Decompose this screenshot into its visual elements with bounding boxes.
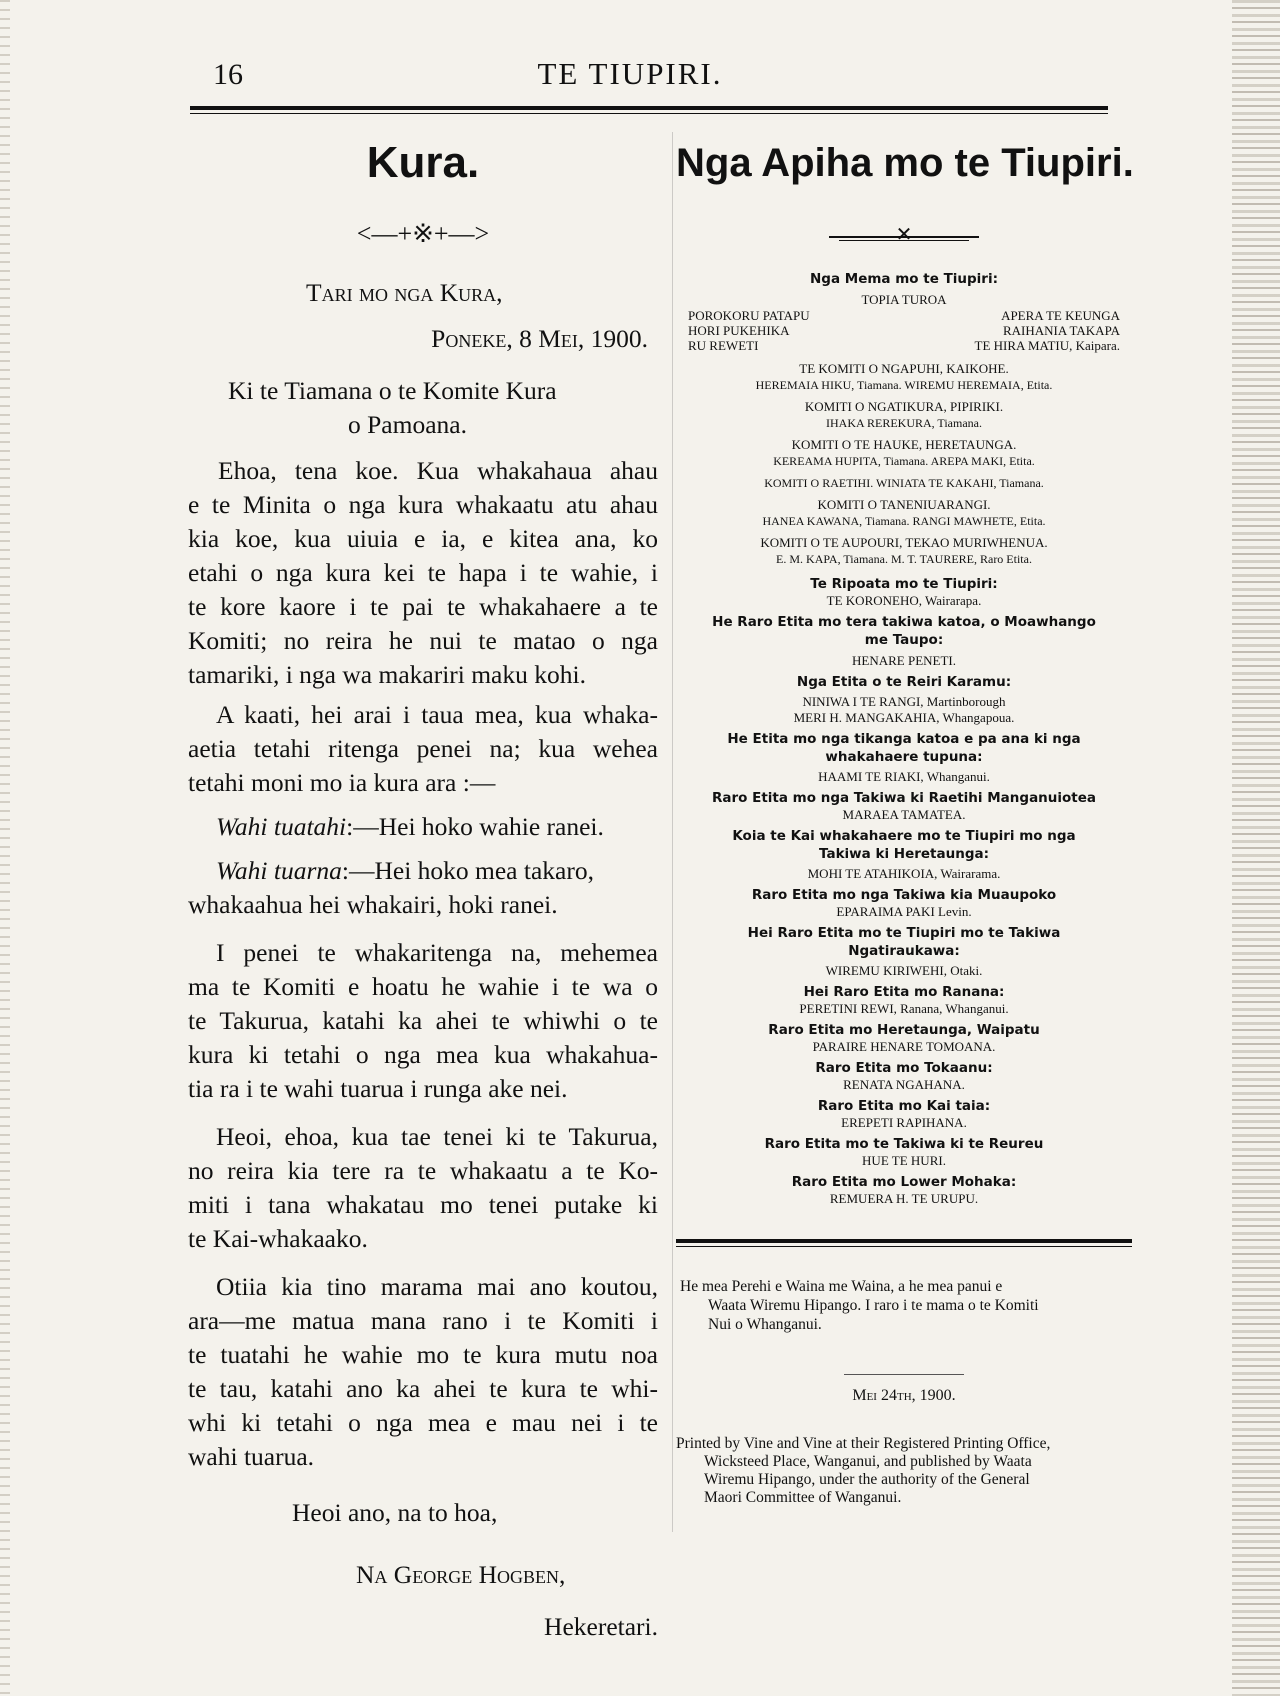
officer-name: TE KORONEHO, Wairarapa. (826, 593, 982, 608)
section-heading: Raro Etita mo nga Takiwa ki Raetihi Manganuiotea (711, 790, 1097, 806)
left-page-edge (0, 0, 10, 1696)
section-heading: whakahaere tupuna: (825, 749, 983, 765)
ornament-mark: ✕ (895, 224, 913, 246)
article-title: Kura. (366, 138, 480, 187)
right-column (676, 130, 1132, 1507)
salutation-line-1: Ki te Tiamana o te Komite Kura (228, 376, 557, 405)
text-line: tia ra i te wahi tuarua i runga ake nei. (188, 1074, 568, 1103)
section-heading: Ngatiraukawa: (848, 943, 960, 959)
ornament-divider (829, 226, 979, 250)
officer-name: HENARE PENETI. (852, 653, 956, 668)
section-heading: Raro Etita mo nga Takiwa kia Muaupoko (751, 887, 1057, 903)
officer-name: MERI H. MANGAKAHIA, Whangapoua. (793, 710, 1015, 725)
signatory-role: Hekeretari. (544, 1612, 658, 1641)
salutation-line-2: o Pamoana. (348, 410, 467, 439)
item-label: Wahi tuatahi (216, 812, 347, 841)
paragraph-1 (188, 454, 658, 692)
officer-name: NINIWA I TE RANGI, Martinborough (802, 694, 1006, 709)
officer-name: HUE TE HURI. (862, 1153, 946, 1168)
section-heading: Koia te Kai whakahaere mo te Tiupiri mo nga (732, 828, 1076, 844)
committee-names: IHAKA REREKURA, Tiamana. (825, 416, 982, 430)
text-line: kia koe, kua uiuia e ia, e kitea ana, ko (188, 524, 658, 553)
text-line: Heoi, ehoa, kua tae tenei ki te Takurua, (216, 1122, 658, 1151)
text-line: I penei te whakaritenga na, mehemea (216, 938, 658, 967)
column-divider (672, 132, 673, 1532)
page-number: 16 (213, 58, 243, 91)
section-heading: Hei Raro Etita mo Ranana: (803, 984, 1005, 1000)
header-rule (190, 106, 1108, 110)
text-line: etahi o nga kura kei te hapa i te wahie, i (188, 558, 658, 587)
section-heading: He Raro Etita mo tera takiwa katoa, o Moawhango (712, 614, 1096, 630)
text-line: He mea Perehi e Waina me Waina, a he mea panui e (680, 1278, 1003, 1295)
text-line: ara—me matua mana rano i te Komiti i (188, 1306, 658, 1335)
section-heading: Nga Mema mo te Tiupiri: (809, 271, 998, 287)
text-line: te Kai-whakaako. (188, 1224, 368, 1253)
text-line: tamariki, i nga wa makariri maku kohi. (188, 660, 586, 689)
section-heading: Takiwa ki Heretaunga: (819, 846, 989, 862)
committee-title: TE KOMITI O NGAPUHI, KAIKOHE. (799, 361, 1009, 376)
running-title: TE TIUPIRI. (537, 56, 723, 91)
section-heading: Raro Etita mo Tokaanu: (815, 1060, 993, 1076)
publisher-note (676, 1277, 1132, 1334)
section-heading: Raro Etita mo Kai taia: (817, 1098, 991, 1114)
committee-names: E. M. KAPA, Tiamana. M. T. TAURERE, Raro Etita. (776, 552, 1032, 566)
member-row: RU REWETI TE HIRA MATIU, Kaipara. (688, 338, 1120, 353)
item-text: :—Hei hoko wahie ranei. (346, 812, 604, 841)
member-row: HORI PUKEHIKA RAIHANIA TAKAPA (688, 323, 1120, 338)
committee-title: KOMITI O TE HAUKE, HERETAUNGA. (791, 437, 1017, 452)
section-heading: Raro Etita mo Heretaunga, Waipatu (768, 1022, 1040, 1038)
committee-names: KEREAMA HUPITA, Tiamana. AREPA MAKI, Etita. (773, 454, 1035, 468)
member-row: POROKORU PATAPU APERA TE KEUNGA (688, 308, 1120, 323)
text-line: A kaati, hei arai i taua mea, kua whaka- (216, 700, 658, 729)
text-line: Ehoa, tena koe. Kua whakahaua ahau (218, 456, 658, 485)
text-line: Printed by Vine and Vine at their Registered Printing Office, (676, 1435, 1051, 1452)
member-name: TOPIA TUROA (861, 292, 947, 307)
text-line: whakaahua hei whakairi, hoki ranei. (188, 890, 558, 919)
section-heading: Nga Etita o te Reiri Karamu: (796, 674, 1012, 690)
section-heading: Te Ripoata mo te Tiupiri: (810, 576, 998, 592)
text-line: whi ki tetahi o nga mea e mau nei i te (188, 1408, 658, 1437)
officer-name: REMUERA H. TE URUPU. (829, 1191, 979, 1206)
committee-title: KOMITI O NGATIKURA, PIPIRIKI. (804, 399, 1004, 414)
header-rule-thin (190, 113, 1108, 114)
officers-title: Nga Apiha mo te Tiupiri. (676, 141, 1134, 185)
text-line: tetahi moni mo ia kura ara :— (188, 768, 496, 797)
text-line: Wiremu Hipango, under the authority of the General (704, 1471, 1030, 1488)
text-line: Wicksteed Place, Wanganui, and published by Waata (704, 1453, 1032, 1470)
paragraph-4 (188, 1120, 658, 1256)
text-line: te kore kaore i te pai te whakahaere a te (188, 592, 658, 621)
officer-name: WIREMU KIRIWEHI, Otaki. (825, 963, 983, 978)
officer-name: RENATA NGAHANA. (843, 1077, 965, 1092)
text-line: miti i tana whakatau mo tenei putake ki (188, 1190, 658, 1219)
committee-names: HEREMAIA HIKU, Tiamana. WIREMU HEREMAIA, Etita. (755, 378, 1053, 392)
text-line: aetia tetahi ritenga penei na; kua wehea (188, 734, 658, 763)
item-label: Wahi tuarna (216, 856, 342, 885)
item-text: :—Hei hoko mea takaro, (341, 856, 594, 885)
list-item-2 (188, 854, 658, 888)
issue-date: Mei 24th, 1900. (676, 1374, 1132, 1405)
left-column (188, 130, 658, 1644)
text-line: ma te Komiti e hoatu he wahie i te wa o (188, 972, 658, 1001)
text-line: Waata Wiremu Hipango. I raro i te mama o te Komiti (708, 1297, 1039, 1314)
printer-imprint (676, 1435, 1132, 1507)
committee-names: HANEA KAWANA, Tiamana. RANGI MAWHETE, Etita. (762, 514, 1046, 528)
text-line: wahi tuarua. (188, 1442, 315, 1471)
text-line: Maori Committee of Wanganui. (704, 1489, 902, 1506)
committee-title: KOMITI O TANENIUARANGI. (817, 497, 991, 512)
list-item-1 (188, 810, 658, 844)
section-heading: He Etita mo nga tikanga katoa e pa ana ki nga (727, 731, 1081, 747)
section-heading: Raro Etita mo Lower Mohaka: (791, 1174, 1017, 1190)
paragraph-2 (188, 698, 658, 800)
committee-title: KOMITI O TE AUPOURI, TEKAO MURIWHENUA. (760, 535, 1048, 550)
address-line: Tari mo nga Kura, (306, 278, 503, 307)
closing-line: Heoi ano, na to hoa, (292, 1498, 498, 1527)
officer-name: PERETINI REWI, Ranana, Whanganui. (799, 1001, 1009, 1016)
date-line: Poneke, 8 Mei, 1900. (431, 324, 648, 353)
text-line: kura ki tetahi o nga mea kua whakahua- (188, 1040, 658, 1069)
text-line: te tau, katahi ano ka ahei te kura te whi- (188, 1374, 658, 1403)
officer-name: PARAIRE HENARE TOMOANA. (812, 1039, 996, 1054)
section-heading: Hei Raro Etita mo te Tiupiri mo te Takiwa (747, 925, 1061, 941)
signature-line: Na George Hogben, (356, 1560, 566, 1589)
text-line: no reira kia tere ra te whakaatu a te Ko- (188, 1156, 658, 1185)
officer-name: MOHI TE ATAHIKOIA, Wairarama. (807, 866, 1001, 881)
officer-name: EPARAIMA PAKI Levin. (836, 904, 972, 919)
section-rule-thin (676, 1246, 1132, 1247)
text-line: e te Minita o nga kura whakaatu atu ahau (188, 490, 658, 519)
text-line: Nui o Whanganui. (708, 1316, 822, 1333)
text-line: Otiia kia tino marama mai ano koutou, (216, 1272, 658, 1301)
officer-name: EREPETI RAPIHANA. (841, 1115, 967, 1130)
officer-name: MARAEA TAMATEA. (842, 807, 966, 822)
section-heading: me Taupo: (864, 632, 944, 648)
right-page-edge (1232, 0, 1280, 1696)
section-heading: Raro Etita mo te Takiwa ki te Reureu (764, 1136, 1044, 1152)
paragraph-3 (188, 936, 658, 1106)
ornament-divider: <—+※+—> (356, 219, 490, 248)
paragraph-5 (188, 1270, 658, 1474)
section-rule (676, 1239, 1132, 1243)
officer-name: HAAMI TE RIAKI, Whanganui. (818, 769, 990, 784)
text-line: te Takurua, katahi ka ahei te whiwhi o te (188, 1006, 658, 1035)
committee-line: KOMITI O RAETIHI. WINIATA TE KAKAHI, Tiamana. (764, 476, 1044, 490)
text-line: te tuatahi he wahie mo te kura mutu noa (188, 1340, 658, 1369)
text-line: Komiti; no reira he nui te matao o nga (188, 626, 658, 655)
